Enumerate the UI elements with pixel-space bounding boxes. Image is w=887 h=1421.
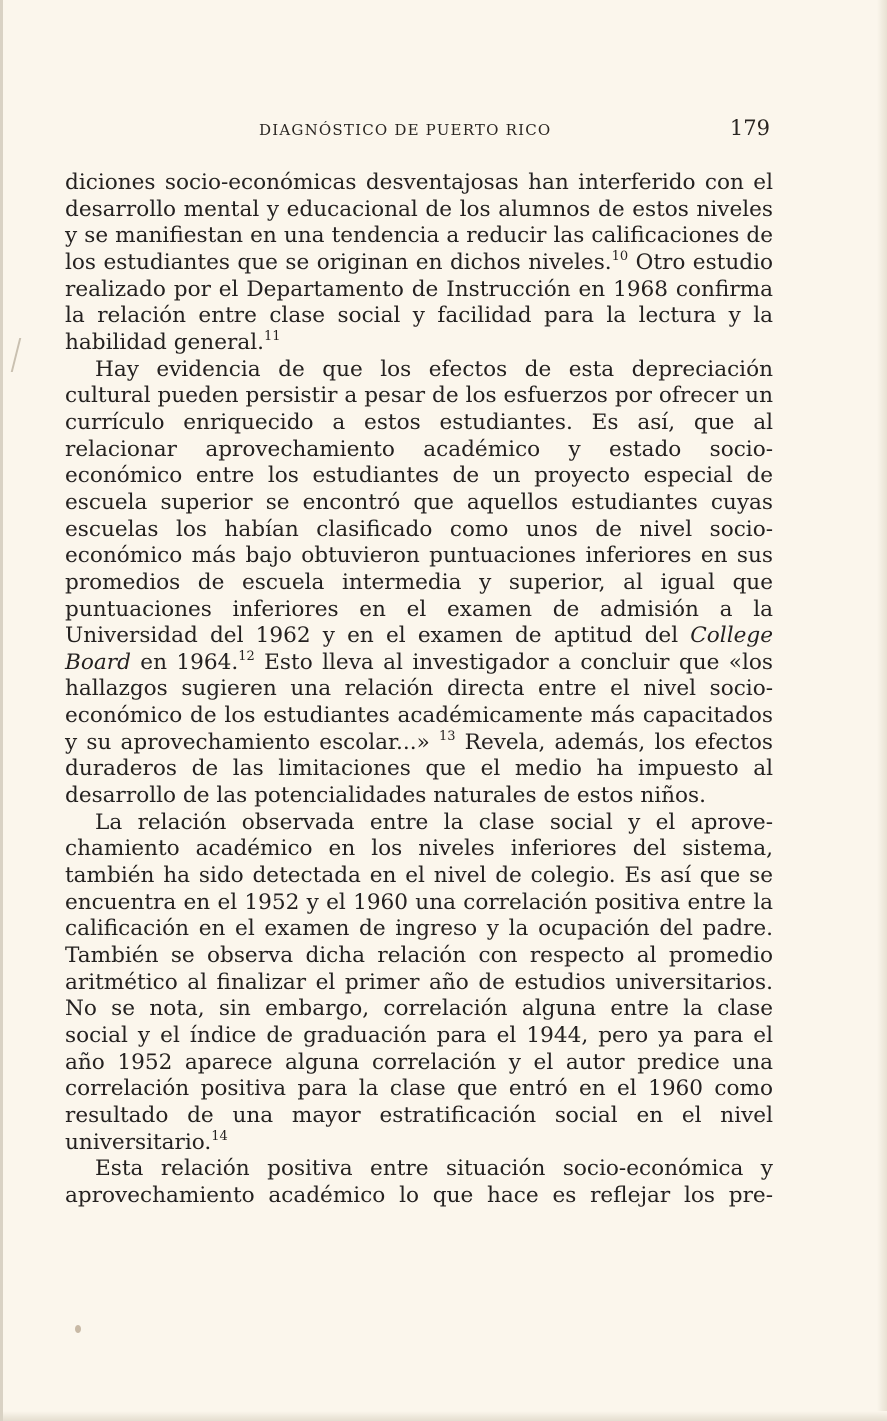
- page-right-edge: [877, 0, 887, 1421]
- paragraph-1-text-b: Otro estudio realizado por el Departamento de Instrucción en 1968 confirma la relación entre clase social y facilidad para la lectura y la habilidad general.: [65, 249, 773, 355]
- college-board-italic: College Board: [65, 623, 773, 675]
- page-number: 179: [729, 116, 770, 140]
- paragraph-2: [65, 357, 773, 810]
- paper-speck: [75, 1325, 81, 1333]
- margin-crease: [11, 338, 29, 372]
- running-head: [259, 117, 770, 143]
- footnote-ref-14: 14: [211, 1128, 228, 1144]
- paragraph-3: [65, 810, 773, 1157]
- footnote-ref-11: 11: [263, 328, 281, 344]
- footnote-ref-13: 13: [438, 728, 456, 744]
- page-bottom-edge: [3, 1411, 887, 1421]
- paragraph-4-text-a: Esta relación positiva entre situación socio-económica y aprovechamiento académico lo que hace es reflejar los pre-: [65, 1156, 773, 1208]
- footnote-ref-10: 10: [611, 248, 629, 264]
- paragraph-1-text-a: diciones socio-económicas desventajosas han interferido con el desarrollo mental y educacional de los alumnos de estos niveles y se manifiestan en una tendencia a reducir las calificaciones de los estudiantes que se originan en dichos niveles.: [65, 170, 773, 275]
- paragraph-2-text-d: Revela, además, los efectos duraderos de las limitaciones que el medio ha impuesto al desarrollo de las potencialidades naturales de estos niños.: [65, 729, 773, 809]
- paragraph-4: [65, 1156, 773, 1209]
- paragraph-2-text-b: en 1964.: [130, 649, 239, 675]
- paragraph-2-text-c: Esto lleva al investigador a concluir que «los hallazgos sugieren una relación directa entre el nivel socio-económico de los estudiantes académicamente más capacitados y su aprovechamiento escolar...»: [65, 649, 774, 755]
- footnote-ref-12: 12: [238, 648, 255, 664]
- paragraph-3-text-a: La relación observada entre la clase social y el aprovechamiento académico en los niveles inferiores del sistema, también ha sido detectada en el nivel de colegio. Es así que se encuentra en el 1952 y el 1960 una correlación positiva entre la calificación en el examen de ingreso y la ocupación del padre. También se observa dicha relación con respecto al promedio aritmético al finalizar el primer año de estudios universitarios. No se nota, sin embargo, correlación alguna entre la clase social y el índice de graduación para el 1944, pero ya para el año 1952 aparece alguna correlación y el autor predice una correlación positiva para la clase que entró en el 1960 como resultado de una mayor estratificación social en el nivel universitario.: [65, 809, 773, 1155]
- paragraph-1: [65, 170, 773, 357]
- body-text: [65, 170, 773, 1210]
- running-title: DIAGNÓSTICO DE PUERTO RICO: [259, 121, 552, 139]
- paragraph-2-text-a: Hay evidencia de que los efectos de esta depreciación cultural pueden persistir a pesar de los esfuerzos por ofrecer un currículo enriquecido a estos estudiantes. Es así, que al relacionar aprovechamiento académico y estado socio-económico entre los estudiantes de un proyecto especial de escuela superior se encontró que aquellos estudiantes cuyas escuelas los habían clasificado como unos de nivel socio-económico más bajo obtuvieron puntuaciones inferiores en sus promedios de escuela intermedia y superior, al igual que puntuaciones inferiores en el examen de admisión a la Universidad del 1962 y en el examen de aptitud del: [65, 356, 773, 649]
